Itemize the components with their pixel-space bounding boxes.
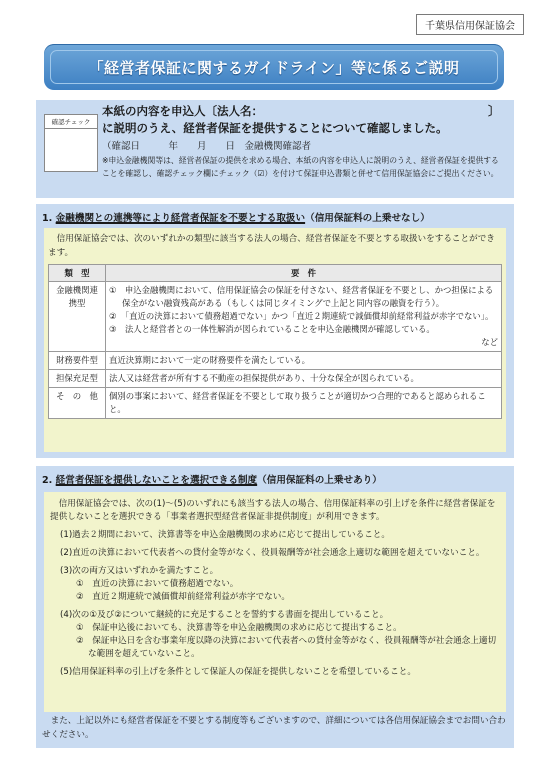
row-requirements — [106, 282, 502, 352]
check-field[interactable] — [44, 114, 98, 172]
table-row — [49, 282, 502, 352]
row-type: そ の 他 — [49, 388, 106, 419]
requirements-table — [48, 264, 502, 419]
requirement-etc: など — [481, 337, 498, 347]
row-type: 担保充足型 — [49, 370, 106, 388]
page-title: 「経営者保証に関するガイドライン」等に係るご説明 — [50, 50, 498, 84]
section-2-body — [50, 498, 502, 679]
confirm-bracket-close: 〕 — [488, 104, 501, 118]
requirement-item: ③ 法人と経営者との一体性解消が図られていることを申込金融機関が確認している。 — [109, 324, 435, 334]
section-1 — [36, 204, 514, 458]
section-1-title-prefix: 1. — [42, 213, 56, 224]
section-2-title-main: 経営者保証を提供しないことを選択できる制度 — [55, 475, 258, 486]
requirement-item: ② 「直近の決算において債務超過でない」かつ「直近２期連続で減価償却前経常利益が赤字でない」。 — [109, 311, 494, 321]
condition-4: (4)次の①及び②について継続的に充足することを誓約する書面を提出していること。 — [60, 610, 389, 620]
condition-3-item: ② 直近２期連続で減価償却前経常利益が赤字でない。 — [76, 592, 290, 602]
section-1-title-suffix: （信用保証料の上乗せなし） — [305, 213, 430, 224]
condition-4-item: ② 保証申込日を含む事業年度以降の決算において代表者への貸付金等がなく、役員報酬等が社会通念上適切な範囲を超えていないこと。 — [76, 636, 497, 659]
confirm-applicant-line: 本紙の内容を申込人〔法人名： — [102, 104, 263, 118]
table-row — [49, 352, 502, 370]
section-2-title-suffix: （信用保証料の上乗せあり） — [257, 475, 382, 486]
section-1-title-main: 金融機関との連携等により経営者保証を不要とする取扱い — [55, 213, 306, 224]
title-banner — [44, 44, 504, 90]
header-type: 類 型 — [49, 265, 106, 282]
row-type: 金融機関連携型 — [49, 282, 106, 352]
confirmation-box — [36, 100, 514, 198]
organization-label: 千葉県信用保証協会 — [416, 14, 524, 35]
requirement-item: ① 申込金融機関において、信用保証協会の保証を付さない、経営者保証を不要とし、かつ担保による保全がない融資残高がある（もしくは同じタイミングで上記と同内容の融資を行う）。 — [109, 285, 494, 308]
table-row — [49, 388, 502, 419]
header-requirements: 要 件 — [106, 265, 502, 282]
section-1-title — [42, 210, 430, 224]
condition-4-item: ① 保証申込後においても、決算書等を申込金融機関の求めに応じて提出すること。 — [76, 623, 402, 633]
section-1-intro: 信用保証協会では、次のいずれかの類型に該当する法人の場合、経営者保証を不要とする取扱いをすることができます。 — [48, 234, 495, 258]
section-2 — [36, 466, 514, 748]
condition-1: (1)過去２期間において、決算書等を申込金融機関の求めに応じて提出していること。 — [60, 530, 390, 540]
section-1-panel — [44, 228, 506, 452]
row-type: 財務要件型 — [49, 352, 106, 370]
section-2-intro: 信用保証協会では、次の(1)～(5)のいずれにも該当する法人の場合、信用保証料率の引上げを条件に経営者保証を提供しないことを選択できる「事業者選択型経営者保証非提供制度」が利用できます。 — [50, 499, 496, 522]
row-requirements: 個別の事案において、経営者保証を不要として取り扱うことが適切かつ合理的であると認められること。 — [106, 388, 502, 419]
condition-3-item: ① 直近の決算において債務超過でない。 — [76, 579, 239, 589]
check-field-label: 確認チェック — [45, 115, 97, 129]
row-requirements: 直近決算期において一定の財務要件を満たしている。 — [106, 352, 502, 370]
closing-note: また、上記以外にも経営者保証を不要とする制度等もございますので、詳細については各信用保証協会までお問い合わせください。 — [42, 716, 506, 740]
section-2-panel — [44, 492, 506, 712]
confirm-note: ※申込金融機関等は、経営者保証の提供を求める場合、本紙の内容を申込人に説明のうえ、経営者保証を提供することを確認し、確認チェック欄にチェック（☑）を付けて保証申込書類と併せて信用保証協会にご提出ください。 — [102, 156, 499, 178]
table-row — [49, 370, 502, 388]
table-header-row — [49, 265, 502, 282]
confirm-date-line: （確認日 年 月 日 金融機関確認者 — [102, 141, 312, 152]
condition-2: (2)直近の決算において代表者への貸付金等がなく、役員報酬等が社会通念上適切な範囲を超えていないこと。 — [60, 548, 485, 558]
condition-3: (3)次の両方又はいずれかを満たすこと。 — [60, 566, 219, 576]
condition-5: (5)信用保証料率の引上げを条件として保証人の保証を提供しないことを希望していること。 — [60, 667, 416, 677]
confirm-statement: に説明のうえ、経営者保証を提供することについて確認しました。 — [102, 121, 448, 135]
row-requirements: 法人又は経営者が所有する不動産の担保提供があり、十分な保全が図られている。 — [106, 370, 502, 388]
section-2-title-prefix: 2. — [42, 475, 56, 486]
section-2-title — [42, 472, 382, 486]
